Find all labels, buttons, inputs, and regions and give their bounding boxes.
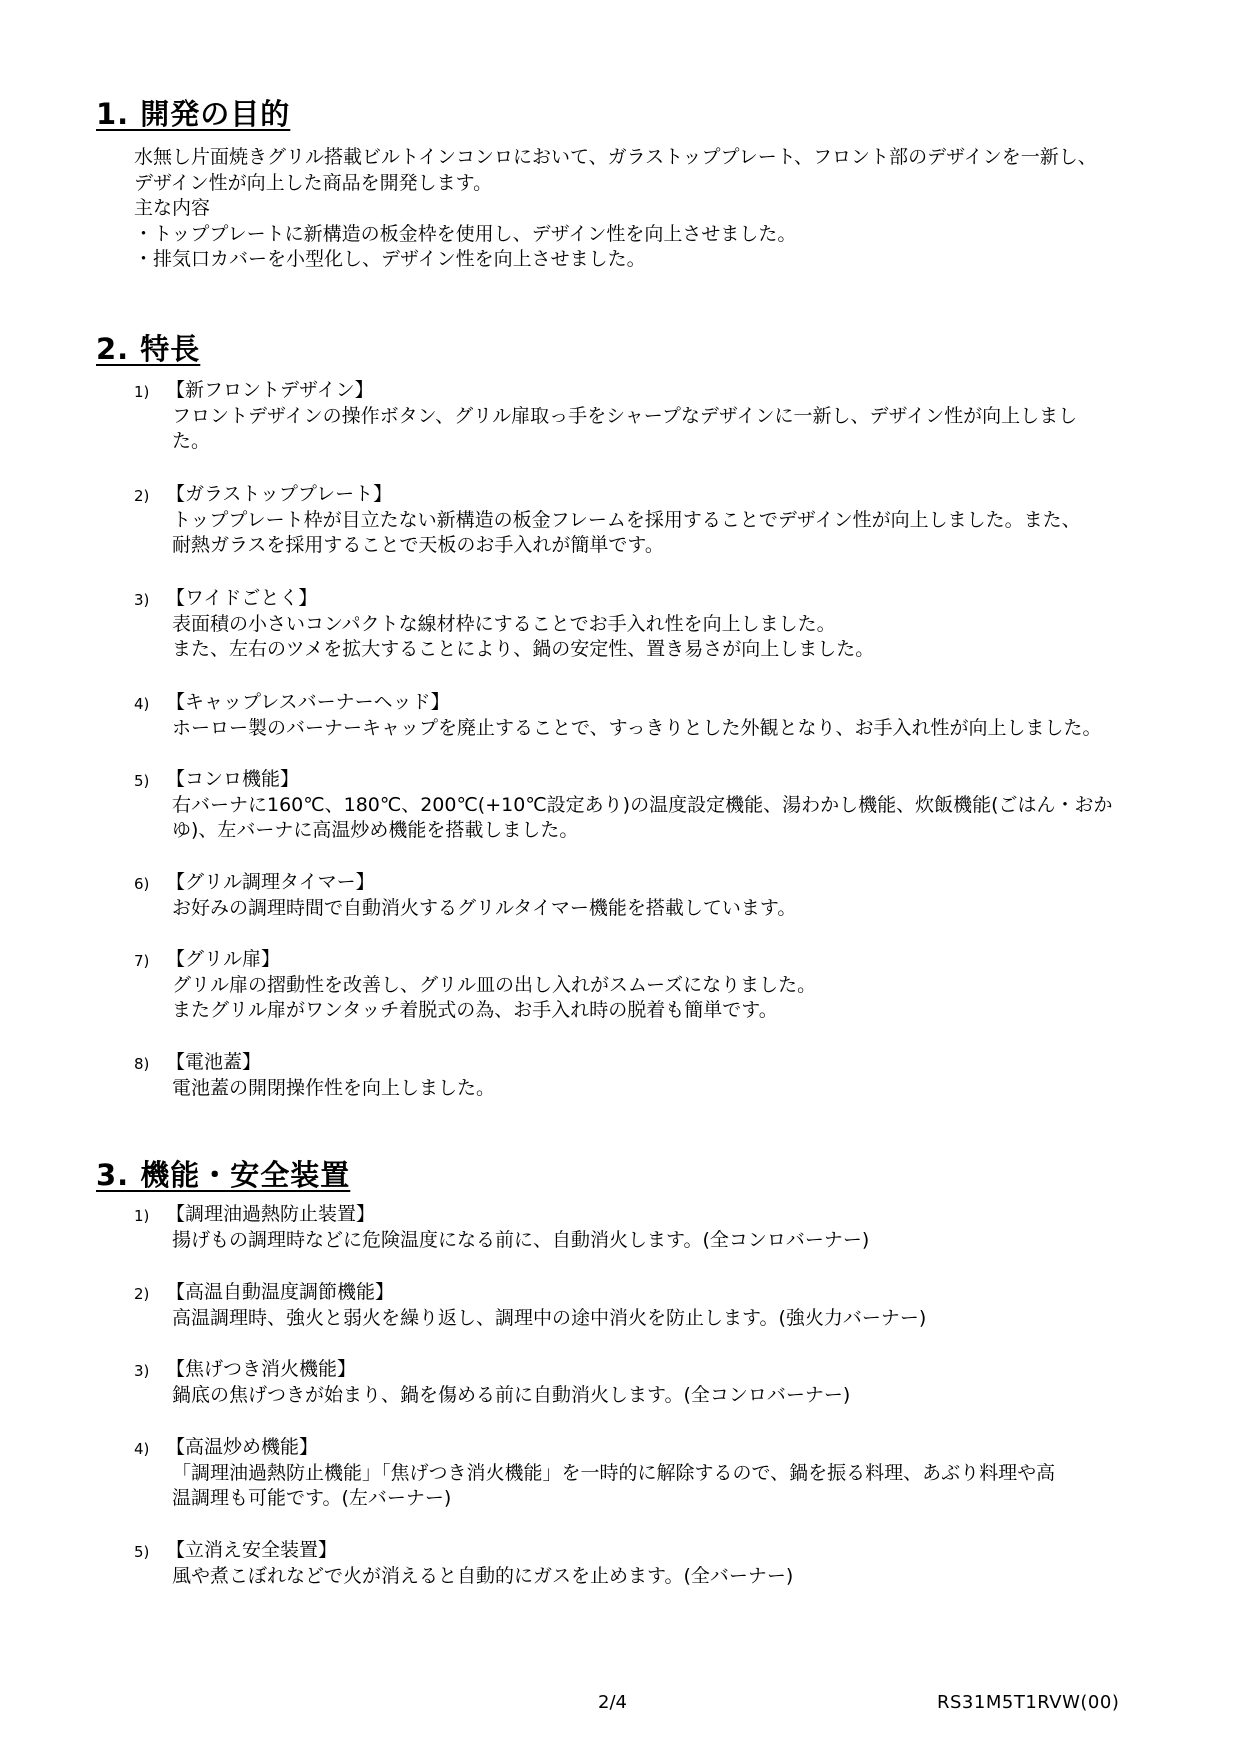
page-number: 2/4	[598, 1692, 627, 1713]
item-heading: 【高温自動温度調節機能】	[166, 1281, 395, 1303]
item-line: 風や煮こぼれなどで火が消えると自動的にガスを止めます。(全バーナー)	[172, 1564, 794, 1587]
intro-line: ・排気口カバーを小型化し、デザイン性を向上させました。	[134, 248, 646, 270]
item-line: 耐熱ガラスを採用することで天板のお手入れが簡単です。	[172, 534, 664, 556]
item-heading: 【調理油過熱防止装置】	[166, 1203, 376, 1225]
item-number: 4)	[134, 695, 150, 713]
section-1-body	[134, 145, 1174, 273]
item-heading: 【立消え安全装置】	[166, 1539, 338, 1561]
item-body	[172, 973, 1182, 1024]
item-heading: 【グリル扉】	[166, 948, 281, 970]
intro-line: 水無し片面焼きグリル搭載ビルトインコンロにおいて、ガラストッププレート、フロント部のデザインを一新し、	[134, 146, 1097, 168]
item-number: 1)	[134, 1207, 150, 1225]
item-heading: 【グリル調理タイマー】	[166, 871, 375, 893]
item-body	[172, 1228, 1182, 1254]
item-number: 8)	[134, 1055, 150, 1073]
item-heading: 【キャップレスバーナーヘッド】	[166, 691, 450, 713]
item-number: 3)	[134, 1362, 150, 1380]
item-heading: 【ガラストッププレート】	[166, 483, 393, 505]
item-body	[172, 1076, 1182, 1102]
item-number: 2)	[134, 487, 150, 505]
item-body	[172, 404, 1182, 455]
item-heading: 【焦げつき消火機能】	[166, 1358, 357, 1380]
item-line: 「調理油過熱防止機能」「焦げつき消火機能」を一時的に解除するので、鍋を振る料理、あぶり料理や高	[172, 1461, 1056, 1484]
section-1-title: 1. 開発の目的	[96, 97, 291, 131]
item-line: ゆ)、左バーナに高温炒め機能を搭載しました。	[172, 819, 579, 841]
item-line: ホーロー製のバーナーキャップを廃止することで、すっきりとした外観となり、お手入れ性が向上しました。	[172, 716, 1102, 739]
item-line: 高温調理時、強火と弱火を繰り返し、調理中の途中消火を防止します。(強火力バーナー)	[172, 1306, 927, 1329]
item-line: トッププレート枠が目立たない新構造の板金フレームを採用することでデザイン性が向上しました。また、	[172, 508, 1081, 531]
item-body	[172, 1564, 1182, 1590]
item-heading: 【コンロ機能】	[166, 768, 300, 790]
item-number: 1)	[134, 383, 150, 401]
item-line: 鍋底の焦げつきが始まり、鍋を傷める前に自動消火します。(全コンロバーナー)	[172, 1383, 851, 1406]
item-line: また、左右のツメを拡大することにより、鍋の安定性、置き易さが向上しました。	[172, 638, 875, 660]
item-body	[172, 508, 1182, 559]
item-number: 2)	[134, 1285, 150, 1303]
item-body	[172, 1306, 1182, 1332]
section-3-title: 3. 機能・安全装置	[96, 1158, 351, 1192]
section-2-title: 2. 特長	[96, 332, 201, 366]
item-body	[172, 793, 1182, 844]
item-line: またグリル扉がワンタッチ着脱式の為、お手入れ時の脱着も簡単です。	[172, 999, 778, 1021]
intro-line: ・トッププレートに新構造の板金枠を使用し、デザイン性を向上させました。	[134, 222, 797, 245]
item-heading: 【新フロントデザイン】	[166, 379, 374, 401]
item-line: 温調理も可能です。(左バーナー)	[172, 1487, 452, 1509]
item-number: 5)	[134, 1543, 150, 1561]
item-heading: 【高温炒め機能】	[166, 1436, 319, 1458]
item-heading: 【ワイドごとく】	[166, 587, 318, 609]
item-line: 表面積の小さいコンパクトな線材枠にすることでお手入れ性を向上しました。	[172, 612, 836, 635]
item-line: フロントデザインの操作ボタン、グリル扉取っ手をシャープなデザインに一新し、デザイン性が向上しまし	[172, 404, 1078, 427]
intro-line: 主な内容	[134, 197, 211, 219]
item-line: 電池蓋の開閉操作性を向上しました。	[172, 1076, 496, 1099]
item-line: お好みの調理時間で自動消火するグリルタイマー機能を搭載しています。	[172, 896, 797, 919]
item-body	[172, 896, 1182, 922]
item-line: た。	[172, 430, 211, 452]
item-number: 6)	[134, 875, 150, 893]
item-heading: 【電池蓋】	[166, 1051, 262, 1073]
item-number: 7)	[134, 952, 150, 970]
item-number: 5)	[134, 772, 150, 790]
item-line: グリル扉の摺動性を改善し、グリル皿の出し入れがスムーズになりました。	[172, 973, 817, 996]
item-body	[172, 716, 1182, 742]
item-line: 揚げもの調理時などに危険温度になる前に、自動消火します。(全コンロバーナー)	[172, 1228, 870, 1251]
item-body	[172, 612, 1182, 663]
item-line: 右バーナに160℃、180℃、200℃(+10℃設定あり)の温度設定機能、湯わかし機能、炊飯機能(ごはん・おか	[172, 793, 1113, 816]
intro-line: デザイン性が向上した商品を開発します。	[134, 171, 493, 194]
item-body	[172, 1461, 1182, 1512]
item-body	[172, 1383, 1182, 1409]
item-number: 4)	[134, 1440, 150, 1458]
item-number: 3)	[134, 591, 150, 609]
document-code: RS31M5T1RVW(00)	[937, 1692, 1120, 1713]
